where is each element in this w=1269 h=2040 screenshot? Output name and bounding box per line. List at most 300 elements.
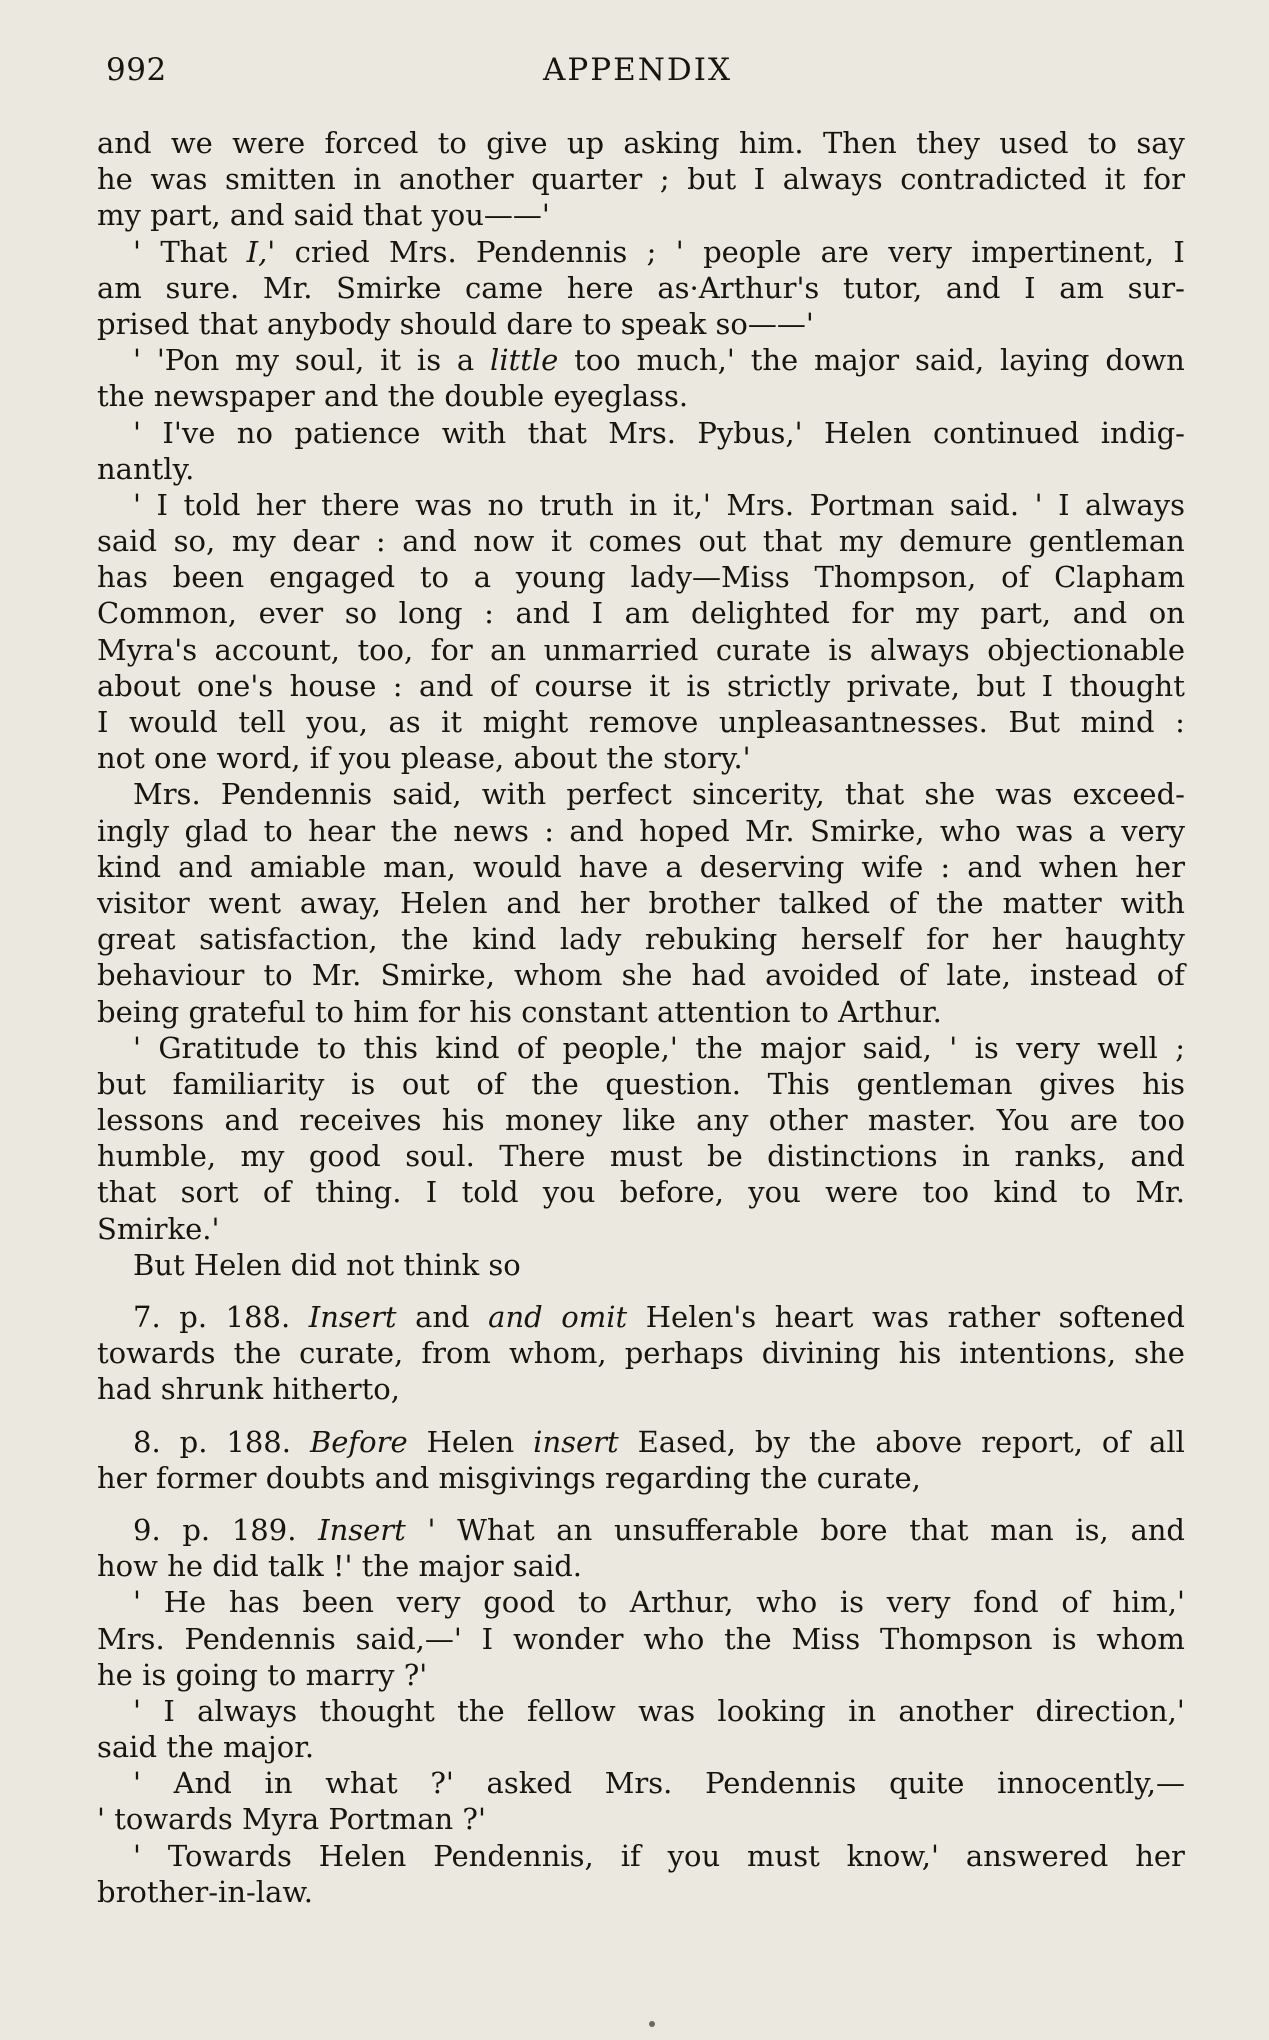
word: in <box>962 1139 991 1174</box>
word: speak <box>620 306 707 341</box>
word: with <box>1120 885 1185 920</box>
word: my <box>240 1139 285 1174</box>
word: private, <box>846 668 960 703</box>
word: and <box>506 885 561 920</box>
word: Myra <box>241 1802 320 1837</box>
word: too <box>922 1175 970 1210</box>
word: 188. <box>225 1300 291 1334</box>
text-line <box>97 1548 1185 1584</box>
word: all <box>1149 1424 1185 1459</box>
word: towards <box>97 1336 216 1371</box>
word: sure. <box>165 270 240 305</box>
word: must <box>609 1139 683 1174</box>
word: major <box>760 1030 846 1065</box>
word: are <box>820 234 869 269</box>
word: ?' <box>430 1766 454 1801</box>
word: !' <box>332 1549 353 1584</box>
word: by <box>754 1424 790 1459</box>
running-head: APPENDIX <box>543 52 733 88</box>
word: Smirke, <box>380 958 495 993</box>
word: double <box>444 379 545 414</box>
word: were <box>825 1175 899 1210</box>
word: rebuking <box>644 922 778 957</box>
word: know,' <box>846 1838 939 1873</box>
word: great <box>97 922 176 957</box>
word: that <box>527 415 587 450</box>
word: the <box>457 1693 505 1728</box>
word: she <box>1134 1336 1185 1371</box>
word: quite <box>889 1766 965 1801</box>
word: for <box>926 922 969 957</box>
word: used <box>999 126 1069 160</box>
word: remove <box>588 705 699 739</box>
word: he <box>97 162 133 197</box>
word: had <box>97 1372 152 1407</box>
word: Gratitude <box>158 1030 300 1065</box>
word: on <box>1148 596 1185 631</box>
word: herself <box>800 922 903 957</box>
word: were <box>232 126 306 160</box>
word: bore <box>820 1512 888 1547</box>
word: out <box>401 1066 450 1101</box>
word: if <box>309 741 330 776</box>
word: for <box>1142 162 1185 197</box>
word: looking <box>717 1693 826 1728</box>
word: him. <box>738 126 804 160</box>
word: is <box>416 343 442 378</box>
word: major. <box>222 1730 315 1765</box>
word: in <box>629 487 658 522</box>
word: And <box>173 1766 232 1801</box>
word: not <box>97 741 145 776</box>
word: tutor, <box>842 270 923 305</box>
word: house <box>289 668 377 703</box>
word: indig- <box>1100 415 1185 450</box>
word: and <box>178 849 233 884</box>
word: 9. <box>133 1512 161 1547</box>
word: here <box>566 270 634 305</box>
text-line <box>97 1299 1185 1335</box>
text-line <box>97 415 1185 451</box>
word: patience <box>294 415 421 450</box>
word: is <box>974 1030 999 1065</box>
word: the <box>387 379 436 414</box>
word: always <box>1085 487 1185 522</box>
word: Thompson <box>880 1621 1033 1656</box>
text-line <box>97 378 1185 414</box>
word: gentleman <box>1028 524 1185 559</box>
word: Then <box>822 126 897 160</box>
word: brother <box>648 885 760 920</box>
word: that <box>844 777 905 812</box>
word: glad <box>184 813 249 848</box>
word: that <box>362 198 423 233</box>
word: other <box>768 1103 848 1138</box>
word: thought <box>1069 668 1185 703</box>
word: she <box>621 958 673 993</box>
word: ?' <box>403 1657 428 1692</box>
word: and <box>488 1300 543 1334</box>
word: curate, <box>299 1336 404 1371</box>
word: in <box>353 162 382 197</box>
word: of <box>1061 1585 1090 1620</box>
word: the <box>808 1424 857 1459</box>
word: and <box>1130 1512 1185 1547</box>
word: newspaper <box>153 379 315 414</box>
word: went <box>208 885 282 920</box>
word: for <box>430 632 473 667</box>
word: asked <box>486 1766 573 1801</box>
word: for <box>417 994 460 1029</box>
word: with <box>441 415 507 450</box>
word: misgivings <box>438 1460 596 1495</box>
text-line <box>97 1621 1185 1657</box>
word: so, <box>173 524 216 559</box>
word: so——' <box>715 306 814 341</box>
text-line <box>97 1211 1185 1247</box>
word: and <box>569 813 624 848</box>
body-text <box>97 125 1185 1910</box>
text-line <box>97 523 1185 559</box>
word: did <box>212 1549 259 1584</box>
word: report, <box>981 1424 1083 1459</box>
word: distinctions <box>767 1139 938 1174</box>
word: truth <box>539 487 614 522</box>
word: Helen <box>399 885 488 920</box>
word: the <box>531 1066 579 1101</box>
word: told <box>183 487 241 522</box>
word: account, <box>214 632 340 667</box>
word: well <box>1097 1030 1158 1065</box>
word: been <box>172 560 245 595</box>
word: am <box>1059 270 1104 305</box>
word: ' <box>133 487 141 522</box>
word: deserving <box>699 849 845 884</box>
word: : <box>375 524 386 559</box>
word: sincerity, <box>691 777 825 812</box>
word: has <box>97 560 148 595</box>
word: Thompson, <box>814 560 977 595</box>
word: question. <box>605 1066 741 1101</box>
word: engaged <box>269 560 396 595</box>
text-line <box>97 342 1185 378</box>
word: whom, <box>508 1336 607 1371</box>
word: and <box>418 668 474 703</box>
word: objectionable <box>987 632 1185 667</box>
word: laying <box>1000 343 1090 378</box>
word: unpleasantnesses. <box>718 705 988 739</box>
text-line <box>97 1174 1185 1210</box>
word: but <box>97 1066 146 1101</box>
word: in <box>264 1766 293 1801</box>
word: one <box>154 741 208 776</box>
word: But <box>133 1247 185 1282</box>
text-line <box>97 1066 1185 1102</box>
word: about <box>97 668 181 703</box>
word: major <box>814 343 900 378</box>
word: kind <box>435 1030 500 1065</box>
word: thought <box>319 1693 435 1728</box>
word: satisfaction, <box>199 922 378 957</box>
word: it <box>551 524 572 559</box>
word: course <box>534 668 633 703</box>
word: Helen <box>318 1838 407 1873</box>
word: going <box>175 1657 258 1692</box>
word: Arthur. <box>838 994 942 1029</box>
word: ' <box>97 1802 105 1837</box>
word: her <box>579 885 630 920</box>
word: up <box>566 126 605 160</box>
word: long <box>398 596 463 631</box>
word: I <box>425 1175 438 1210</box>
word: and <box>415 1300 470 1334</box>
word: man <box>990 1512 1054 1547</box>
word: 188. <box>226 1424 291 1459</box>
word: ' <box>133 415 141 450</box>
word: was <box>150 162 208 197</box>
word: always <box>782 162 883 197</box>
word: cried <box>294 234 370 269</box>
word: you——' <box>431 198 550 233</box>
word: gives <box>1039 1066 1116 1101</box>
word: of <box>898 958 928 993</box>
word: much,' <box>636 343 735 378</box>
word: to <box>799 994 829 1029</box>
word: perfect <box>566 777 672 812</box>
word: What <box>457 1512 535 1547</box>
word: so <box>344 596 378 631</box>
word: money <box>505 1103 603 1138</box>
word: soul. <box>405 1139 475 1174</box>
word: to <box>314 994 345 1029</box>
word: tell <box>238 705 286 739</box>
word: continued <box>932 415 1080 450</box>
word: omit <box>561 1300 628 1334</box>
text-line <box>97 957 1185 993</box>
word: this <box>363 1030 419 1065</box>
word: with <box>481 777 547 812</box>
word: is <box>828 632 853 667</box>
word: a <box>456 343 475 378</box>
word: Mr. <box>1135 1175 1185 1210</box>
word: of <box>476 1066 505 1101</box>
word: 'Pon <box>156 343 220 378</box>
word: his <box>469 994 513 1029</box>
word: said <box>97 524 158 559</box>
word: is, <box>1075 1512 1109 1547</box>
word: good <box>483 1585 556 1620</box>
word: said, <box>862 1030 932 1065</box>
word: of <box>889 885 918 920</box>
word: story.' <box>663 741 751 776</box>
word: I <box>591 596 604 631</box>
word: another <box>898 1693 1014 1728</box>
word: ' <box>133 1838 141 1873</box>
word: answered <box>965 1838 1109 1873</box>
word: am <box>97 270 142 305</box>
word: anybody <box>267 306 391 341</box>
word: who <box>643 1621 705 1656</box>
word: and <box>374 1460 430 1495</box>
word: how <box>97 1549 158 1584</box>
word: away, <box>299 885 382 920</box>
text-line <box>97 1030 1185 1066</box>
word: it <box>649 668 671 703</box>
word: sort <box>180 1175 239 1210</box>
word: is <box>142 1657 167 1692</box>
text-line <box>97 197 1185 233</box>
word: This <box>767 1066 830 1101</box>
word: asking <box>623 126 720 160</box>
word: said, <box>392 777 462 812</box>
text-line <box>97 1138 1185 1174</box>
word: ' <box>133 1693 141 1728</box>
word: out <box>698 524 747 559</box>
word: : <box>392 668 403 703</box>
text-line <box>97 1801 1185 1837</box>
word: but <box>976 668 1026 703</box>
word: said,—' <box>355 1621 462 1656</box>
word: him <box>353 994 409 1029</box>
word: There <box>499 1139 586 1174</box>
word: Helen's <box>645 1300 757 1334</box>
word: the <box>695 1030 743 1065</box>
word: his <box>441 1103 485 1138</box>
word: had <box>691 958 747 993</box>
word: Mrs. <box>604 1766 673 1801</box>
word: but <box>687 162 737 197</box>
text-line <box>97 1247 1185 1283</box>
word: is <box>839 1585 865 1620</box>
word: Insert <box>318 1512 406 1547</box>
word: are <box>1069 1103 1119 1138</box>
word: the <box>606 741 654 776</box>
word: and <box>1072 596 1128 631</box>
word: Pendennis <box>476 234 628 269</box>
word: lady <box>559 922 622 957</box>
word: of <box>1001 560 1030 595</box>
word: talked <box>778 885 871 920</box>
word: : <box>484 596 494 631</box>
word: towards <box>114 1802 233 1837</box>
word: Pendennis, <box>433 1838 594 1873</box>
word: is <box>351 1066 376 1101</box>
word: to <box>419 560 449 595</box>
word: part, <box>150 198 221 233</box>
word: his <box>898 1336 942 1371</box>
word: master. <box>867 1103 977 1138</box>
word: there <box>321 487 400 522</box>
word: p. <box>179 1424 208 1459</box>
word: I <box>1041 668 1054 703</box>
word: man, <box>383 849 456 884</box>
word: an <box>556 1512 593 1547</box>
word: lessons <box>97 1103 205 1138</box>
word: to <box>582 306 612 341</box>
word: matter <box>1002 885 1102 920</box>
word: I <box>1024 270 1036 305</box>
page-header <box>106 52 1176 92</box>
word: sur- <box>1127 270 1185 305</box>
word: might <box>482 705 569 739</box>
word: about <box>513 741 598 776</box>
word: curate <box>715 632 811 667</box>
word: the <box>760 1460 808 1495</box>
word: ' <box>133 343 141 378</box>
word: But <box>1008 705 1061 739</box>
word: curate, <box>816 1460 921 1495</box>
word: my <box>235 343 279 378</box>
word: Portman <box>809 487 935 522</box>
word: as·Arthur's <box>657 270 820 305</box>
word: think <box>403 1247 480 1282</box>
text-line <box>97 234 1185 270</box>
word: we <box>170 126 213 160</box>
word: familiarity <box>172 1066 325 1101</box>
word: mind <box>1080 705 1155 739</box>
word: would <box>128 705 218 739</box>
word: said. <box>949 487 1020 522</box>
word: very <box>396 1585 461 1620</box>
word: fond <box>973 1585 1039 1620</box>
word: : <box>940 849 951 884</box>
word: you <box>338 741 392 776</box>
word: as <box>388 705 421 739</box>
word: strictly <box>726 668 831 703</box>
word: nantly. <box>97 451 195 486</box>
word: her <box>97 1460 147 1495</box>
word: heart <box>774 1300 854 1334</box>
word: He <box>163 1585 207 1620</box>
word: whom <box>514 958 603 993</box>
text-line <box>97 1729 1185 1765</box>
word: That <box>160 234 228 269</box>
word: softened <box>1058 1300 1185 1334</box>
word: they <box>916 126 980 160</box>
word: did <box>290 1247 338 1282</box>
word: Mr. <box>262 270 313 305</box>
word: amiable <box>249 849 367 884</box>
word: grateful <box>188 994 306 1029</box>
word: hoped <box>639 813 730 848</box>
word: forced <box>324 126 419 160</box>
word: have <box>578 849 649 884</box>
word: please, <box>400 741 505 776</box>
word: the <box>97 379 145 414</box>
word: : <box>1175 705 1185 739</box>
word: good <box>308 1139 381 1174</box>
word: should <box>399 306 498 341</box>
word: a <box>1088 813 1106 848</box>
word: you <box>542 1175 596 1210</box>
word: you <box>748 1175 801 1210</box>
word: was <box>995 777 1053 812</box>
word: Myra's <box>97 632 198 667</box>
word: lady—Miss <box>630 560 790 595</box>
text-line <box>97 1874 1185 1910</box>
word: little <box>490 343 559 378</box>
word: Arthur, <box>629 1585 734 1620</box>
word: marry <box>305 1657 395 1692</box>
word: you, <box>306 705 368 739</box>
word: Helen <box>193 1247 282 1282</box>
word: that <box>198 306 258 341</box>
word: I <box>156 487 168 522</box>
word: is <box>1052 1621 1077 1656</box>
word: said. <box>512 1549 583 1584</box>
word: Mr. <box>745 813 795 848</box>
word: instead <box>1030 958 1138 993</box>
